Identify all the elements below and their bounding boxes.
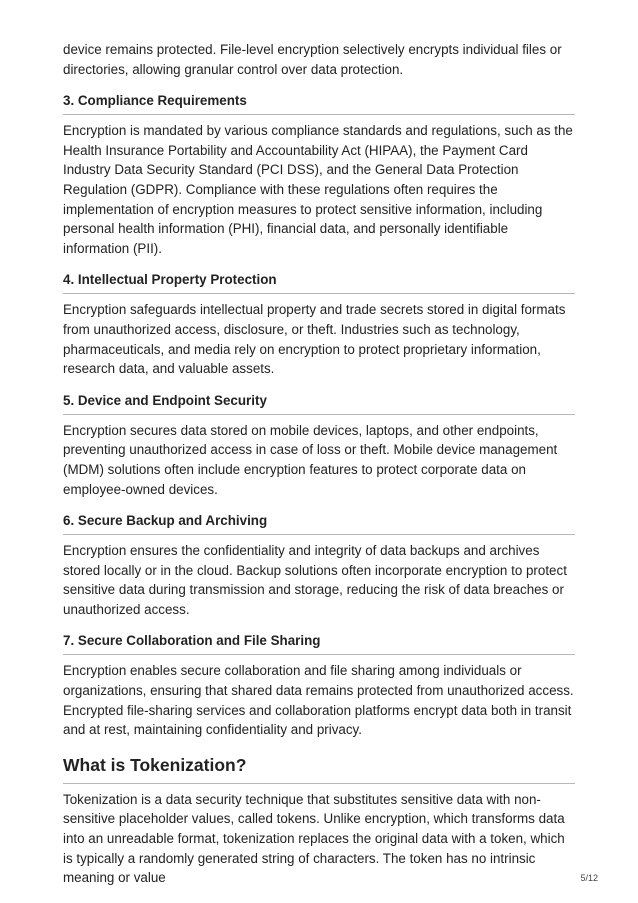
section-body: Encryption enables secure collaboration and file sharing among individuals or organizations, ensuring that shared data remains protected from unauthorized access. Encrypted file-sharing services and collaboration platforms encrypt data both in transit and at rest, maintaining confidentiality and privacy. xyxy=(63,663,574,738)
section-compliance xyxy=(63,92,575,258)
section-ip-protection xyxy=(63,271,575,378)
tokenization-heading: What is Tokenization? xyxy=(63,753,575,784)
section-body: Encryption is mandated by various compliance standards and regulations, such as the Health Insurance Portability and Accountability Act (HIPAA), the Payment Card Industry Data Security Standard (PCI DSS), and the General Data Protection Regulation (GDPR). Compliance with these regulations often requires the implementation of encryption measures to protect sensitive information, including personal health information (PHI), financial data, and personally identifiable information (PII). xyxy=(63,123,573,256)
section-heading: 3. Compliance Requirements xyxy=(63,92,575,115)
lead-paragraph: device remains protected. File-level encryption selectively encrypts individual files or directories, allowing granular control over data protection. xyxy=(63,42,562,77)
section-heading: 7. Secure Collaboration and File Sharing xyxy=(63,632,575,655)
section-heading: 6. Secure Backup and Archiving xyxy=(63,512,575,535)
section-collaboration xyxy=(63,632,575,739)
section-device-security xyxy=(63,392,575,499)
section-body: Encryption secures data stored on mobile devices, laptops, and other endpoints, preventing unauthorized access in case of loss or theft. Mobile device management (MDM) solutions often include encryption features to protect corporate data on employee-owned devices. xyxy=(63,422,558,497)
tokenization-body: Tokenization is a data security technique that substitutes sensitive data with non-sensitive placeholder values, called tokens. Unlike encryption, which transforms data into an unreadable format, tokenization replaces the original data with a token, which is typically a randomly generated string of characters. The token has no intrinsic meaning or value xyxy=(63,791,565,886)
section-tokenization xyxy=(63,753,575,888)
section-heading: 5. Device and Endpoint Security xyxy=(63,392,575,415)
document-page xyxy=(63,40,575,888)
page-number: 5/12 xyxy=(580,873,598,883)
section-body: Encryption safeguards intellectual property and trade secrets stored in digital formats from unauthorized access, disclosure, or theft. Industries such as technology, pharmaceuticals, and media rely on encryption to protect proprietary information, research data, and valuable assets. xyxy=(63,302,566,377)
section-body: Encryption ensures the confidentiality and integrity of data backups and archives stored locally or in the cloud. Backup solutions often incorporate encryption to protect sensitive data during transmission and storage, reducing the risk of data breaches or unauthorized access. xyxy=(63,543,567,617)
section-backup-archiving xyxy=(63,512,575,619)
section-heading: 4. Intellectual Property Protection xyxy=(63,271,575,294)
